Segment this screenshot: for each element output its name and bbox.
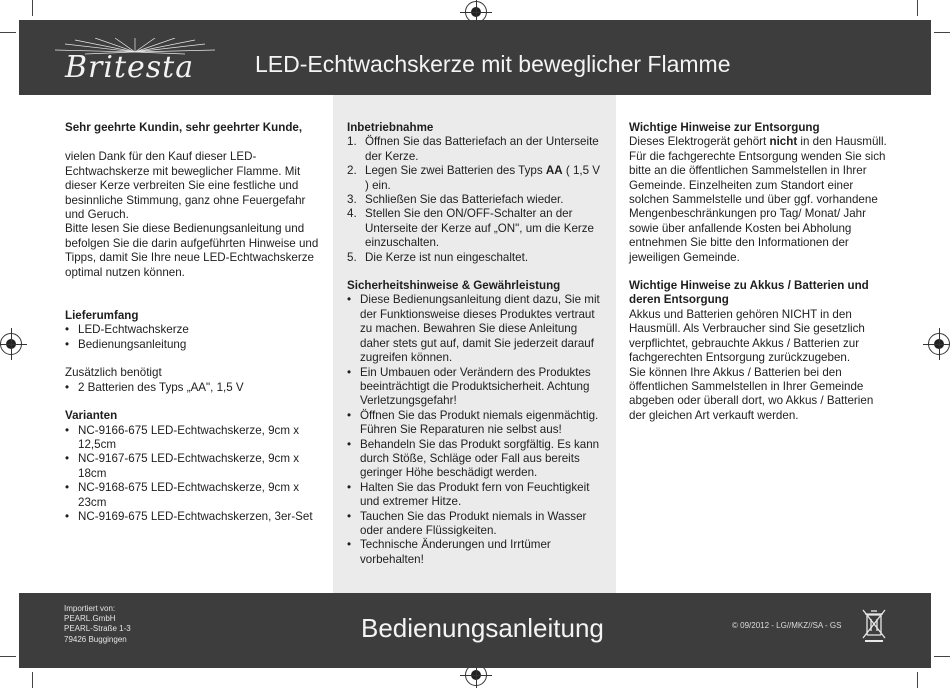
- step-item: 5. Die Kerze ist nun eingeschaltet.: [347, 250, 529, 264]
- battery-text-2: Sie können Ihre Akkus / Batterien bei den öffentlichen Sammelstellen in Ihrer Gemeinde abgeben oder überall dort, wo Akkus / Batterien der gleichen Art verkauft werden.: [629, 365, 874, 422]
- step-item: 2. Legen Sie zwei Batterien des Typs AA ( 1,5 V ) ein.: [347, 164, 601, 192]
- list-item: • Diese Bedienungsanleitung dient dazu, Sie mit der Funktionsweise dieses Produktes vertraut zu machen. Bewahren Sie diese Anleitung daher stets gut auf, damit Sie jederzeit darauf zugreifen können.: [347, 293, 605, 365]
- list-item: • Bedienungsanleitung: [65, 338, 327, 352]
- step-item: 3. Schließen Sie das Batteriefach wieder.: [347, 193, 564, 207]
- crop-mark: [32, 0, 33, 16]
- list-item: • Ein Umbauen oder Verändern des Produktes beeinträchtigt die Produktsicherheit. Achtung Verletzungsgefahr!: [347, 366, 605, 409]
- registration-mark-icon: [928, 333, 950, 355]
- setup-heading: Inbetriebnahme: [347, 121, 434, 134]
- list-item: • NC-9169-675 LED-Echtwachskerzen, 3er-Set: [65, 510, 327, 524]
- list-item: • NC-9168-675 LED-Echtwachskerze, 9cm x 23cm: [65, 481, 327, 510]
- list-item: • LED-Echtwachskerze: [65, 323, 327, 337]
- list-item: • Behandeln Sie das Produkt sorgfältig. Es kann durch Stöße, Schläge oder Fall aus bereits geringer Höhe beschädigt werden.: [347, 438, 605, 481]
- disposal-heading: Wichtige Hinweise zur Entsorgung: [629, 121, 820, 134]
- crop-mark: [934, 32, 950, 33]
- crop-mark: [0, 32, 16, 33]
- header-bar: [19, 20, 931, 95]
- brand-logo: Britesta: [65, 50, 195, 85]
- disposal-text: Dieses Elektrogerät gehört nicht in den Hausmüll. Für die fachgerechte Entsorgung wenden Sie sich bitte an die öffentlichen Sammelstellen in Ihrer Gemeinde. Einzelheiten zum Standort einer solchen Sammelstelle und über ggf. vorhandene Mengenbeschränkungen pro Tag/ Monat/ Jahr sowie über anfallende Kosten bei Abholung entnehmen Sie bitte den Informationen der jeweiligen Gemeinde.: [629, 135, 887, 264]
- list-item: • 2 Batterien des Typs „AA", 1,5 V: [65, 381, 327, 395]
- intro-text: vielen Dank für den Kauf dieser LED-Echtwachskerze mit beweglicher Flamme. Mit dieser Kerze verbreiten Sie eine festliche und besinnliche Stimmung, ganz ohne Feuergefahr und Geruch.: [65, 150, 306, 222]
- importer-address: Importiert von: PEARL.GmbH PEARL-Straße 1-3 79426 Buggingen: [64, 604, 131, 644]
- column-disposal: [629, 95, 891, 423]
- crossed-out-bin-icon: [861, 607, 887, 643]
- battery-text: Akkus und Batterien gehören NICHT in den Hausmüll. Als Verbraucher sind Sie gesetzlich verpflichtet, gebrauchte Akkus / Batterien zur fachgerechten Entsorgung zurückzugeben.: [629, 307, 865, 365]
- crop-mark: [934, 656, 950, 657]
- registration-mark-icon: [0, 333, 22, 355]
- crop-mark: [32, 672, 33, 688]
- setup-steps: [347, 135, 605, 265]
- scope-heading: Lieferumfang: [65, 309, 139, 323]
- crop-mark: [917, 0, 918, 16]
- greeting: Sehr geehrte Kundin, sehr geehrter Kunde,: [65, 121, 303, 134]
- list-item: • Öffnen Sie das Produkt niemals eigenmächtig. Führen Sie Reparaturen nie selbst aus!: [347, 409, 605, 438]
- step-item: 4. Stellen Sie den ON/OFF-Schalter an der Unterseite der Kerze auf „ON", um die Kerze einzuschalten.: [347, 207, 594, 250]
- scope-list: [65, 323, 327, 352]
- step-item: 1. Öffnen Sie das Batteriefach an der Unterseite der Kerze.: [347, 135, 599, 163]
- variants-list: [65, 424, 327, 525]
- list-item: • NC-9167-675 LED-Echtwachskerze, 9cm x 18cm: [65, 452, 327, 481]
- column-instructions: [347, 95, 605, 567]
- extra-label: Zusätzlich benötigt: [65, 366, 162, 380]
- list-item: • Halten Sie das Produkt fern von Feuchtigkeit und extremer Hitze.: [347, 481, 605, 510]
- battery-heading: Wichtige Hinweise zu Akkus / Batterien und deren Entsorgung: [629, 279, 869, 307]
- manual-title: Bedienungsanleitung: [361, 613, 604, 643]
- safety-heading: Sicherheitshinweise & Gewährleistung: [347, 279, 561, 293]
- column-intro: [65, 95, 327, 524]
- variants-heading: Varianten: [65, 409, 118, 423]
- list-item: • Tauchen Sie das Produkt niemals in Wasser oder andere Flüssigkeiten.: [347, 510, 605, 539]
- safety-list: [347, 293, 605, 567]
- page-title: LED-Echtwachskerze mit beweglicher Flamme: [255, 51, 731, 77]
- extra-list: [65, 381, 327, 395]
- footer-bar: [19, 593, 931, 668]
- list-item: • Technische Änderungen und Irrtümer vorbehalten!: [347, 538, 605, 567]
- list-item: • NC-9166-675 LED-Echtwachskerze, 9cm x 12,5cm: [65, 424, 327, 453]
- crop-mark: [0, 656, 16, 657]
- document-code: © 09/2012 - LG//MKZ//SA - GS: [732, 621, 842, 630]
- intro-text-2: Bitte lesen Sie diese Bedienungsanleitung und befolgen Sie die darin aufgeführten Hinweise und Tipps, damit Sie Ihre neue LED-Echtwachskerze optimal nutzen können.: [65, 222, 319, 279]
- crop-mark: [917, 672, 918, 688]
